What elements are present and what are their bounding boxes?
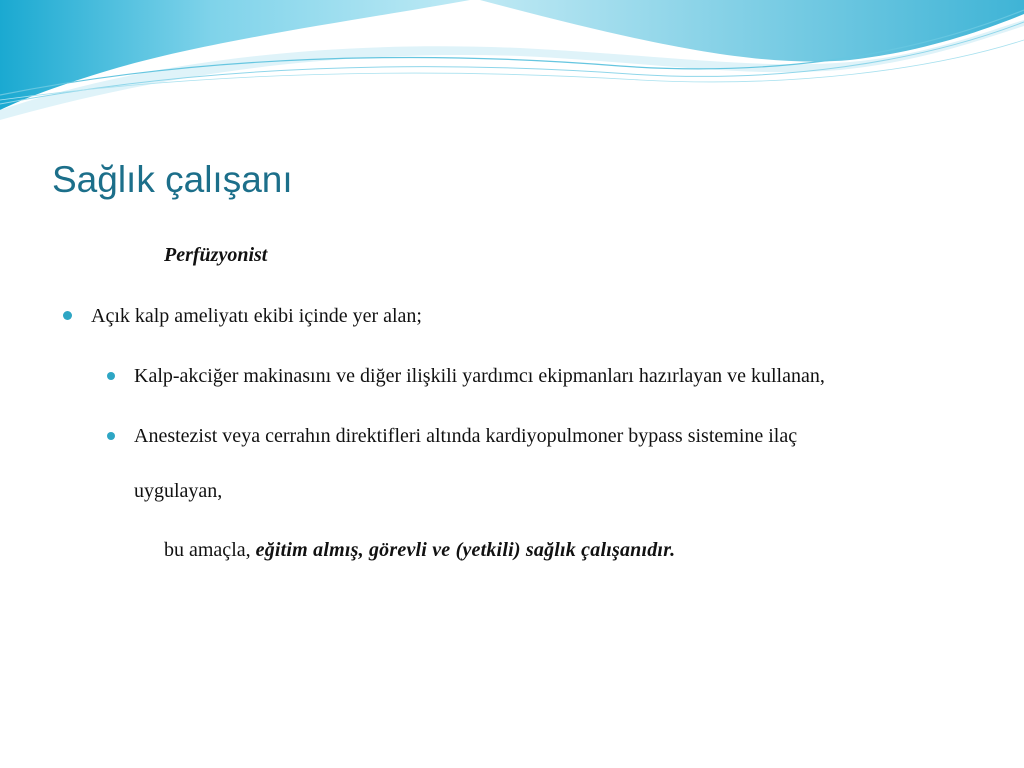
bullet-dot-icon bbox=[63, 311, 72, 320]
bullet-item-1: Açık kalp ameliyatı ekibi içinde yer alan; bbox=[91, 305, 422, 327]
bullet-dot-icon bbox=[107, 372, 115, 380]
slide-subtitle: Perfüzyonist bbox=[164, 244, 268, 266]
slide-title: Sağlık çalışanı bbox=[52, 159, 293, 200]
closing-emphasis: eğitim almış, görevli ve (yetkili) sağlık çalışanıdır. bbox=[255, 539, 676, 561]
closing-prefix: bu amaçla, bbox=[164, 539, 256, 561]
decorative-wave-header bbox=[0, 0, 1024, 120]
closing-statement bbox=[164, 536, 675, 564]
bullet-item-3: Anestezist veya cerrahın direktifleri altında kardiyopulmoner bypass sistemine ilaç bbox=[134, 425, 798, 447]
bullet-item-2: Kalp-akciğer makinasını ve diğer ilişkili yardımcı ekipmanları hazırlayan ve kullanan, bbox=[134, 365, 825, 387]
bullet-item-3-continuation: uygulayan, bbox=[134, 480, 223, 502]
bullet-dot-icon bbox=[107, 432, 115, 440]
